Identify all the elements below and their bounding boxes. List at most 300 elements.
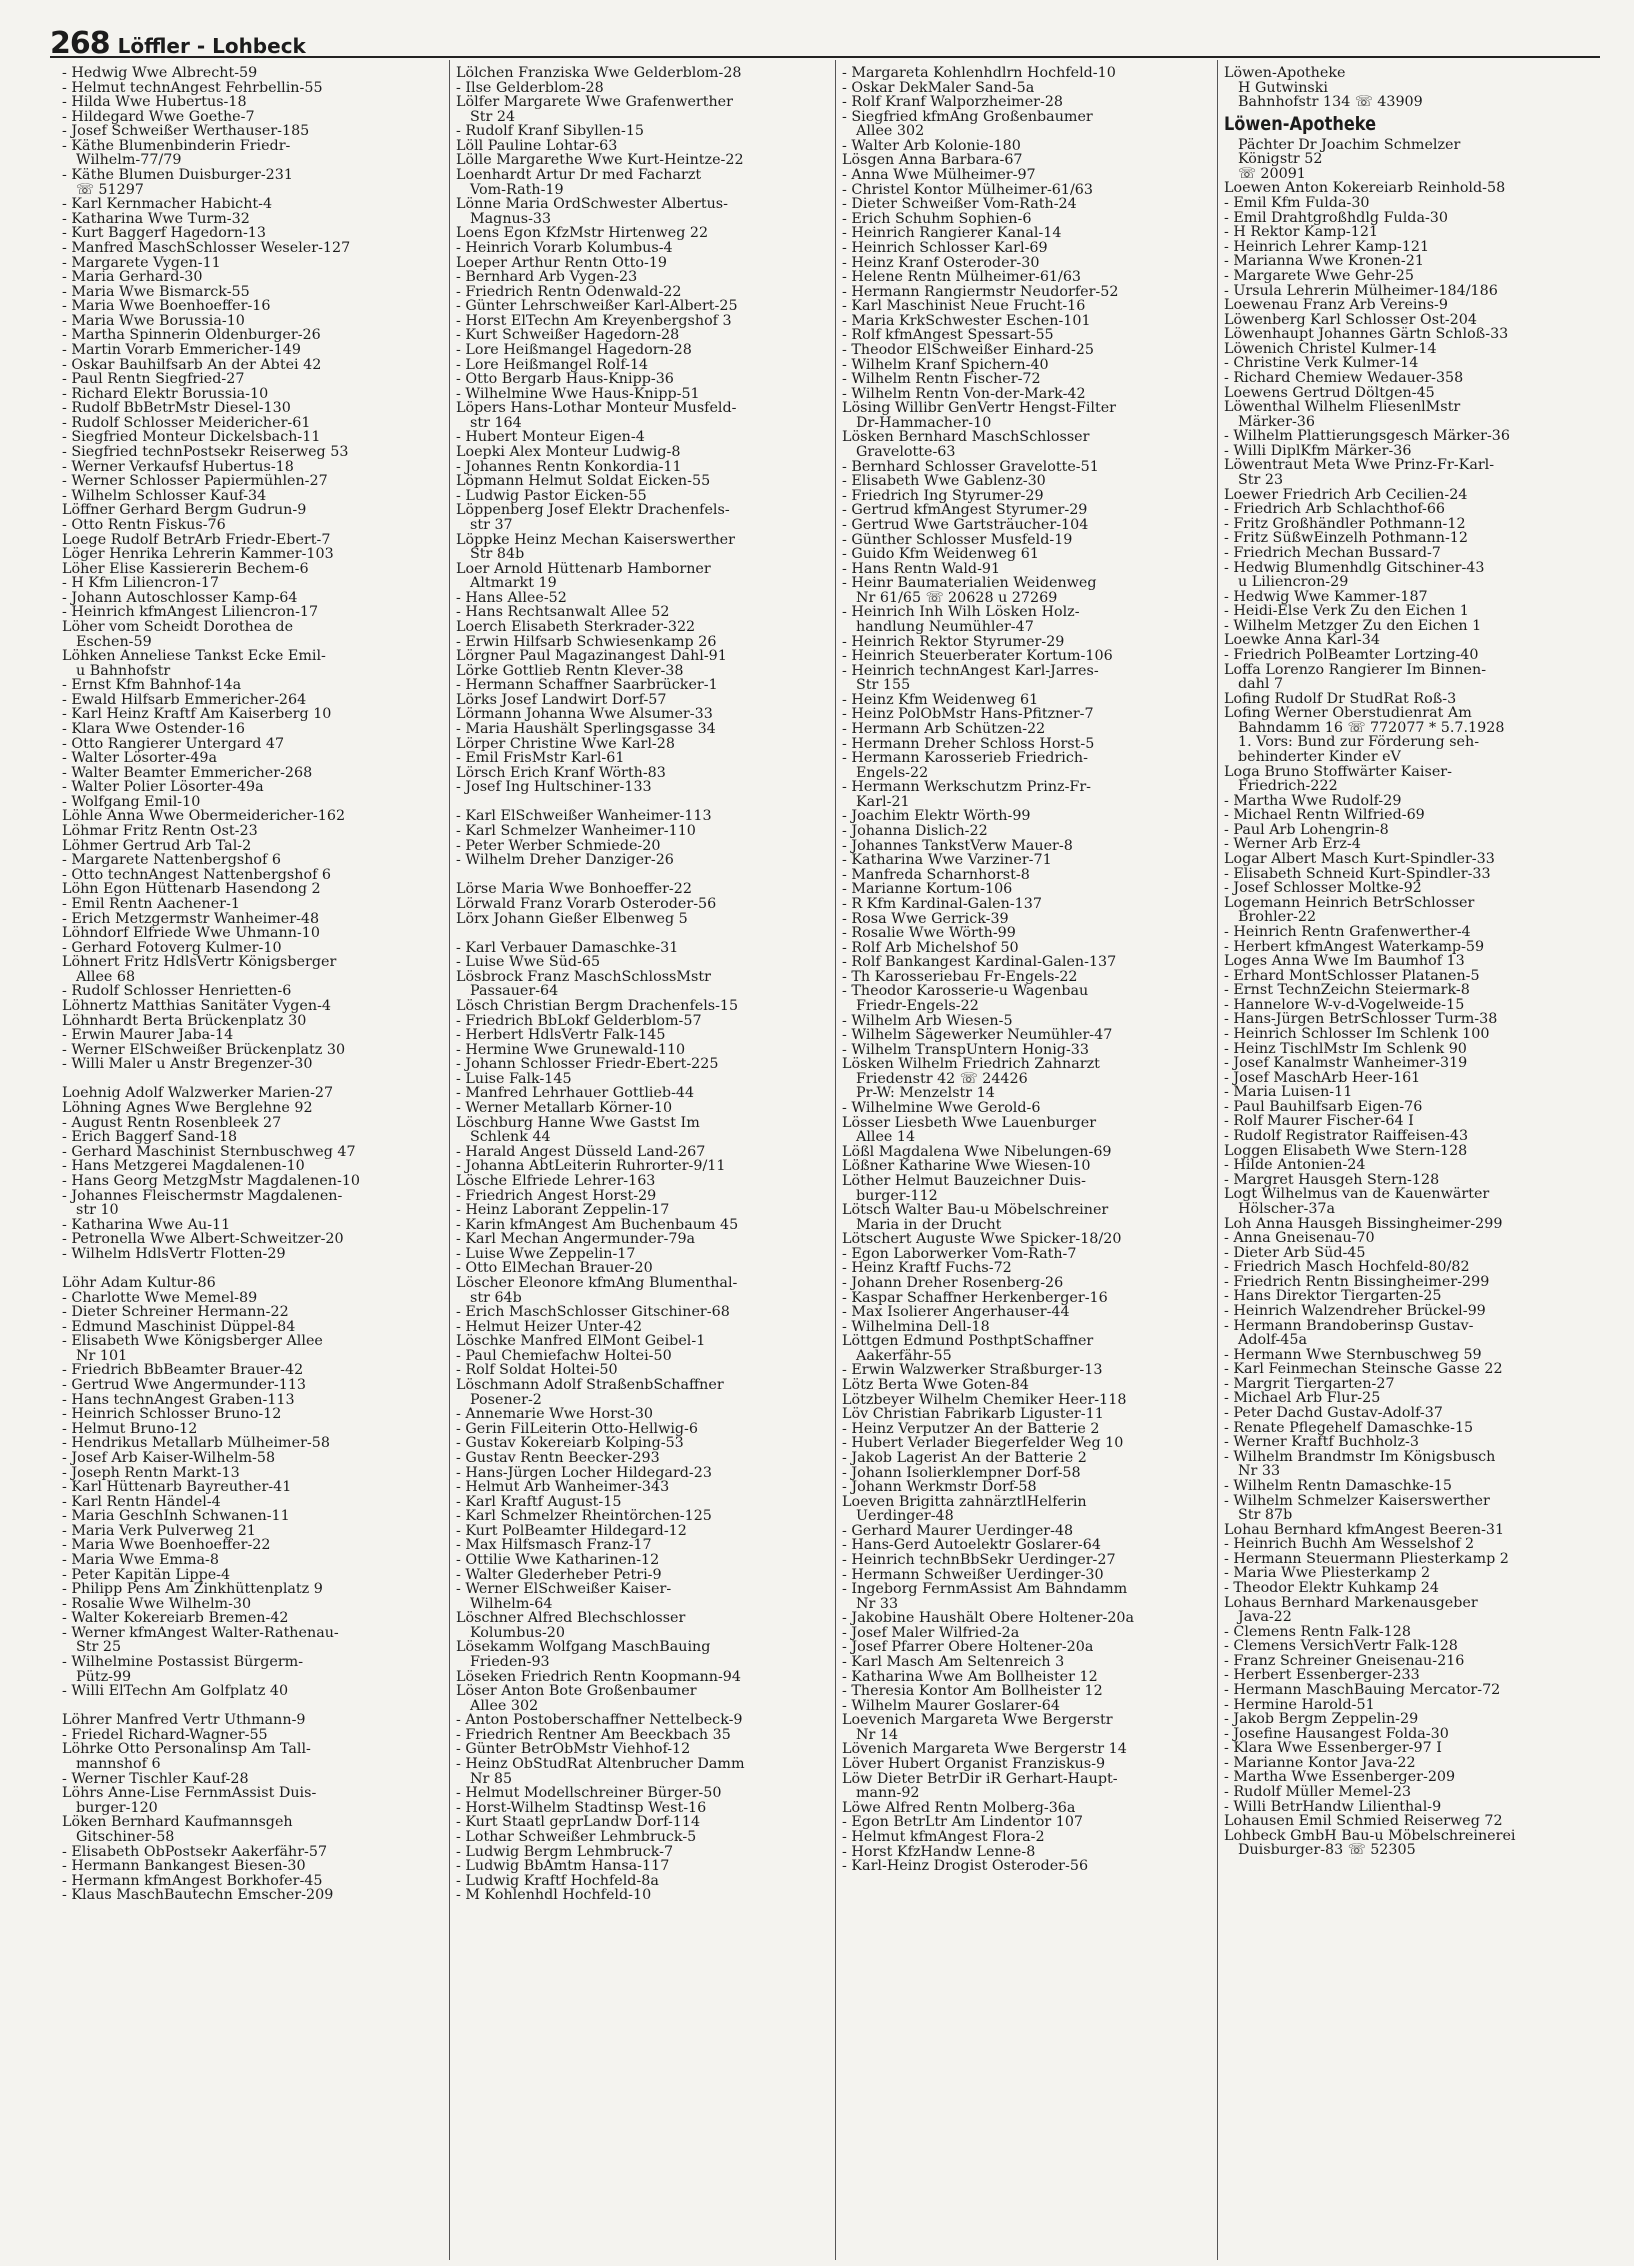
directory-entry: - Wilhelm Plattierungsgesch Märker-36	[1224, 429, 1510, 444]
directory-entry: Adolf-45a	[1238, 1333, 1307, 1348]
directory-entry: - Jakob Bergm Zeppelin-29	[1224, 1712, 1419, 1727]
directory-entry: - Heinrich Vorarb Kolumbus-4	[456, 240, 673, 256]
directory-entry: - Gertrud Wwe Gartsträucher-104	[842, 517, 1089, 533]
column-divider	[835, 60, 836, 2260]
directory-entry: - Fritz SüßwEinzelh Pothmann-12	[1224, 531, 1468, 546]
directory-entry: Lötz Berta Wwe Goten-84	[842, 1378, 1029, 1393]
directory-entry: - Dieter Schweißer Vom-Rath-24	[842, 197, 1077, 212]
directory-entry	[62, 1699, 434, 1714]
directory-entry: - Hildegard Wwe Goethe-7	[62, 109, 255, 125]
directory-entry: Löwenich Christel Kulmer-14	[1224, 341, 1437, 357]
directory-entry: - Karl Rentn Händel-4	[62, 1494, 221, 1510]
directory-entry: handlung Neumühler-47	[856, 619, 1034, 635]
directory-entry: - Heinr Baumaterialien Weidenweg	[842, 576, 1097, 591]
directory-entry: - Friedrich PolBeamter Lortzing-40	[1224, 647, 1479, 663]
directory-entry: - Kurt Staatl geprLandw Dorf-114	[456, 1815, 701, 1830]
directory-entry: - Johannes Rentn Konkordia-11	[456, 459, 682, 475]
directory-entry: Loges Anna Wwe Im Baumhof 13	[1224, 954, 1465, 969]
directory-entry: - Heinz PolObMstr Hans-Pfitzner-7	[842, 707, 1094, 723]
directory-entry: - Katharina Wwe Turm-32	[62, 211, 250, 227]
directory-entry: - Hubert Monteur Eigen-4	[456, 430, 645, 446]
directory-entry: Löken Bernhard Kaufmannsgeh	[62, 1815, 293, 1830]
directory-entry: - Charlotte Wwe Memel-89	[62, 1290, 258, 1306]
directory-entry: - M Kohlenhdl Hochfeld-10	[456, 1888, 652, 1903]
directory-entry: - Maria Luisen-11	[1224, 1085, 1353, 1100]
directory-entry: - Heinrich technAngest Karl-Jarres-	[842, 663, 1099, 679]
directory-entry: Vom-Rath-19	[470, 182, 564, 198]
directory-entry: u Bahnhofstr	[76, 663, 171, 679]
directory-entry: - Ilse Gelderblom-28	[456, 80, 604, 96]
directory-entry: Loh Anna Hausgeh Bissingheimer-299	[1224, 1216, 1503, 1232]
directory-entry: Löher Elise Kassiererin Bechem-6	[62, 561, 309, 577]
directory-entry: Lötsch Walter Bau-u Möbelschreiner	[842, 1203, 1109, 1218]
column-4	[1224, 66, 1596, 2261]
directory-entry: - Heidi-Else Verk Zu den Eichen 1	[1224, 604, 1469, 619]
directory-entry: Dr-Hammacher-10	[856, 415, 992, 431]
directory-entry: Lößl Magdalena Wwe Nibelungen-69	[842, 1144, 1112, 1160]
directory-entry: - Josef MaschArb Heer-161	[1224, 1070, 1421, 1086]
directory-entry: - Heinrich Schlosser Karl-69	[842, 240, 1048, 256]
directory-entry: - Edmund Maschinist Düppel-84	[62, 1319, 296, 1335]
directory-entry: Löschburg Hanne Wwe Gastst Im	[456, 1115, 700, 1131]
directory-entry: - Marianne Kontor Java-22	[1224, 1755, 1416, 1771]
directory-entry: Löffner Gerhard Bergm Gudrun-9	[62, 503, 307, 518]
directory-entry: - Otto Bergarb Haus-Knipp-36	[456, 372, 674, 387]
directory-entry: - Elisabeth ObPostsekr Aakerfähr-57	[62, 1844, 328, 1860]
directory-entry: - Josef Maler Wilfried-2a	[842, 1625, 1020, 1641]
directory-entry: - Willi DiplKfm Märker-36	[1224, 443, 1412, 459]
directory-entry: Lörsch Erich Kranf Wörth-83	[456, 765, 666, 781]
directory-entry: Loenhardt Artur Dr med Facharzt	[456, 168, 702, 183]
directory-entry: - Hans Rechtsanwalt Allee 52	[456, 605, 670, 620]
directory-entry: - Heinz Verputzer An der Batterie 2	[842, 1421, 1100, 1437]
directory-entry: Löwentraut Meta Wwe Prinz-Fr-Karl-	[1224, 458, 1495, 474]
directory-entry: - Johannes TankstVerw Mauer-8	[842, 838, 1073, 854]
directory-entry: Loewenau Franz Arb Vereins-9	[1224, 298, 1448, 313]
directory-entry: Hölscher-37a	[1238, 1201, 1336, 1217]
directory-entry: - Heinz Kraftf Fuchs-72	[842, 1261, 1012, 1276]
directory-entry: - Katharina Wwe Au-11	[62, 1217, 231, 1233]
directory-entry: - Peter Werber Schmiede-20	[456, 838, 661, 854]
directory-entry: - Maria Wwe Boenhoeffer-16	[62, 299, 271, 314]
directory-entry: - Helmut Heizer Unter-42	[456, 1319, 643, 1335]
directory-entry: 1. Vors: Bund zur Förderung seh-	[1238, 735, 1480, 751]
directory-entry: Uerdinger-48	[856, 1509, 954, 1524]
directory-entry	[456, 926, 828, 941]
directory-entry	[456, 868, 828, 883]
directory-entry: Str 24	[470, 109, 516, 125]
directory-entry: Engels-22	[856, 765, 929, 781]
directory-entry: - Klara Wwe Essenberger-97 I	[1224, 1741, 1442, 1756]
directory-entry: - Heinz Kfm Weidenweg 61	[842, 692, 1039, 708]
directory-entry: - Helene Rentn Mülheimer-61/63	[842, 270, 1082, 285]
directory-entry: - Wilhelmine Wwe Haus-Knipp-51	[456, 386, 700, 402]
directory-entry: Löschmann Adolf StraßenbSchaffner	[456, 1378, 724, 1393]
directory-entry: - Johanna AbtLeiterin Ruhrorter-9/11	[456, 1159, 726, 1174]
directory-entry: - Werner ElSchweißer Kaiser-	[456, 1582, 672, 1597]
directory-entry: Karl-21	[856, 794, 910, 810]
directory-entry: - Kaspar Schaffner Herkenberger-16	[842, 1290, 1108, 1306]
directory-entry: - Joachim Elektr Wörth-99	[842, 809, 1031, 825]
directory-entry: - Ewald Hilfsarb Emmericher-264	[62, 692, 307, 708]
directory-entry: Löhmer Gertrud Arb Tal-2	[62, 838, 252, 854]
directory-entry: - Johann Schlosser Friedr-Ebert-225	[456, 1057, 719, 1072]
directory-entry: - Friedrich Rentn Odenwald-22	[456, 284, 682, 300]
directory-entry: - Christel Kontor Mülheimer-61/63	[842, 182, 1093, 198]
directory-entry: str 64b	[470, 1290, 522, 1306]
directory-entry: - August Rentn Rosenbleek 27	[62, 1115, 282, 1131]
directory-entry: Logt Wilhelmus van de Kauenwärter	[1224, 1187, 1490, 1202]
directory-entry: - Erich MaschSchlosser Gitschiner-68	[456, 1305, 730, 1320]
directory-entry: Lörks Josef Landwirt Dorf-57	[456, 692, 667, 708]
directory-entry: Löwenthal Wilhelm FliesenlMstr	[1224, 400, 1461, 415]
directory-entry: - Maria Wwe Emma-8	[62, 1552, 219, 1568]
directory-entry: - Rolf Bankangest Kardinal-Galen-137	[842, 955, 1117, 970]
directory-entry: - Bernhard Arb Vygen-23	[456, 270, 638, 285]
directory-entry: Königstr 52	[1238, 152, 1323, 167]
directory-entry: - Annemarie Wwe Horst-30	[456, 1407, 654, 1422]
directory-entry: - Lothar Schweißer Lehmbruck-5	[456, 1829, 697, 1845]
directory-entry: Nr 61/65 ☏ 20628 u 27269	[856, 590, 1058, 606]
directory-entry: str 37	[470, 517, 513, 533]
directory-entry: - Ernst TechnZeichn Steiermark-8	[1224, 983, 1470, 998]
directory-entry: Pütz-99	[76, 1669, 132, 1685]
directory-entry: Löhndorf Elfriede Wwe Uhmann-10	[62, 926, 320, 941]
directory-entry: Lösbrock Franz MaschSchlossMstr	[456, 969, 711, 985]
directory-entry: - Herbert Essenberger-233	[1224, 1668, 1420, 1684]
directory-entry: - Wilhelm Rentn Von-der-Mark-42	[842, 386, 1086, 402]
directory-entry: - Paul Chemiefachw Holtei-50	[456, 1348, 672, 1364]
directory-entry: Löser Anton Bote Großenbaumer	[456, 1684, 697, 1699]
directory-entry: - Karl Heinz Kraftf Am Kaiserberg 10	[62, 707, 332, 723]
page-number: 268	[50, 26, 110, 61]
directory-entry: Lösgen Anna Barbara-67	[842, 153, 1023, 169]
directory-entry: - Friedrich Rentner Am Beeckbach 35	[456, 1727, 731, 1743]
directory-entry: - Clemens VersichVertr Falk-128	[1224, 1639, 1458, 1654]
directory-entry: - Günther Schlosser Musfeld-19	[842, 532, 1073, 548]
directory-entry: Löhrer Manfred Vertr Uthmann-9	[62, 1713, 306, 1728]
directory-entry: - Johann Isolierklempner Dorf-58	[842, 1465, 1081, 1481]
directory-entry: - Maria Haushält Sperlingsgasse 34	[456, 722, 716, 737]
directory-entry: - Erwin Hilfsarb Schwiesenkamp 26	[456, 634, 717, 650]
directory-entry: - Walter Beamter Emmericher-268	[62, 765, 313, 781]
directory-entry: Löw Dieter BetrDir iR Gerhart-Haupt-	[842, 1771, 1118, 1787]
directory-entry: - Heinrich Schlosser Im Schlenk 100	[1224, 1027, 1490, 1042]
directory-entry: - Heinrich Schlosser Bruno-12	[62, 1407, 282, 1422]
directory-entry: - Egon Laborwerker Vom-Rath-7	[842, 1246, 1077, 1262]
directory-entry: - Walter Glederheber Petri-9	[456, 1567, 662, 1583]
directory-entry: Löhmar Fritz Rentn Ost-23	[62, 824, 258, 839]
directory-entry: Löpers Hans-Lothar Monteur Musfeld-	[456, 401, 737, 416]
directory-entry: Loewke Anna Karl-34	[1224, 633, 1380, 648]
directory-entry: Löger Henrika Lehrerin Kammer-103	[62, 547, 334, 562]
directory-entry: - Renate Pflegehelf Damaschke-15	[1224, 1420, 1474, 1436]
directory-entry: - Harald Angest Düsseld Land-267	[456, 1144, 706, 1160]
directory-entry: - Gustav Kokereiarb Kolping-53	[456, 1436, 684, 1451]
directory-entry: - Gerhard Maurer Uerdinger-48	[842, 1523, 1074, 1539]
directory-entry: - Hubert Verlader Biegerfelder Weg 10	[842, 1436, 1124, 1451]
directory-entry: Passauer-64	[470, 984, 559, 999]
directory-entry: - Karl Kraftf August-15	[456, 1494, 622, 1510]
directory-entry: - Hermann kfmAngest Borkhofer-45	[62, 1873, 323, 1889]
directory-entry: Löwen-Apotheke	[1224, 66, 1346, 81]
directory-entry: - Anna Wwe Mülheimer-97	[842, 168, 1036, 183]
directory-entry: - Gerin FilLeiterin Otto-Hellwig-6	[456, 1421, 698, 1437]
directory-entry: Friedr-Engels-22	[856, 999, 979, 1014]
directory-entry: Lohbeck GmbH Bau-u Möbelschreinerei	[1224, 1828, 1516, 1844]
directory-entry: - Heinrich Rangierer Kanal-14	[842, 226, 1062, 241]
directory-entry	[62, 1261, 434, 1276]
directory-entry: burger-120	[76, 1800, 158, 1816]
directory-entry: - Hans Rentn Wald-91	[842, 561, 1001, 577]
directory-entry: - Erich Metzgermstr Wanheimer-48	[62, 911, 320, 927]
directory-entry: - Heinrich Steuerberater Kortum-106	[842, 649, 1113, 664]
directory-entry: - Hans-Jürgen BetrSchlosser Turm-38	[1224, 1012, 1498, 1027]
directory-entry: - Marianne Kortum-106	[842, 882, 1013, 897]
directory-entry: - Margarete Wwe Gehr-25	[1224, 268, 1414, 284]
directory-entry: - Ludwig BbAmtm Hansa-117	[456, 1859, 670, 1874]
directory-entry: Loewer Friedrich Arb Cecilien-24	[1224, 487, 1468, 503]
directory-entry: - Hedwig Blumenhdlg Gitschiner-43	[1224, 560, 1485, 576]
directory-entry: - Josefine Hausangest Folda-30	[1224, 1726, 1449, 1742]
directory-entry: - Paul Bauhilfsarb Eigen-76	[1224, 1099, 1423, 1115]
directory-entry: - Heinrich kfmAngest Liliencron-17	[62, 605, 319, 620]
directory-entry: - Heinrich Inh Wilh Lösken Holz-	[842, 605, 1080, 620]
directory-entry: - Lore Heißmangel Rolf-14	[456, 357, 649, 373]
directory-entry: - Horst KfzHandw Lenne-8	[842, 1844, 1036, 1860]
directory-entry: - Martha Spinnerin Oldenburger-26	[62, 328, 321, 343]
directory-entry: - Otto Rentn Fiskus-76	[62, 517, 226, 533]
directory-entry: Lösken Bernhard MaschSchlosser	[842, 430, 1090, 446]
directory-entry: Wilhelm-64	[470, 1596, 553, 1612]
directory-entry: Nr 85	[470, 1771, 513, 1787]
directory-entry: burger-112	[856, 1188, 938, 1204]
directory-entry: - Rolf Soldat Holtei-50	[456, 1363, 618, 1379]
directory-entry: - Josef Pfarrer Obere Holtener-20a	[842, 1640, 1094, 1656]
directory-entry: - Herbert kfmAngest Waterkamp-59	[1224, 939, 1485, 955]
directory-entry: - Werner Kraftf Buchholz-3	[1224, 1435, 1419, 1450]
directory-entry: - Hedwig Wwe Kammer-187	[1224, 589, 1428, 605]
directory-entry: - Jakob Lagerist An der Batterie 2	[842, 1450, 1087, 1466]
directory-entry: - Heinz Laborant Zeppelin-17	[456, 1203, 670, 1218]
directory-entry: - Walter Arb Kolonie-180	[842, 138, 1021, 154]
page-title: Löffler - Lohbeck	[117, 34, 306, 58]
directory-entry: - Petronella Wwe Albert-Schweitzer-20	[62, 1232, 344, 1247]
directory-entry: - Theodor Elektr Kuhkamp 24	[1224, 1580, 1439, 1596]
directory-entry: Lörke Gottlieb Rentn Klever-38	[456, 663, 684, 679]
directory-entry: - Elisabeth Wwe Gablenz-30	[842, 474, 1046, 489]
directory-entry: - Rolf kfmAngest Spessart-55	[842, 328, 1054, 343]
directory-entry: mann-92	[856, 1786, 920, 1801]
directory-entry: - Walter Kokereiarb Bremen-42	[62, 1611, 289, 1626]
directory-entry: Löhnert Fritz HdlsVertr Königsberger	[62, 955, 337, 970]
directory-entry: - Wilhelmina Dell-18	[842, 1319, 990, 1335]
directory-entry: - Wilhelm Arb Wiesen-5	[842, 1013, 1013, 1029]
directory-entry: Lötzbeyer Wilhelm Chemiker Heer-118	[842, 1392, 1127, 1408]
directory-entry: - Emil Kfm Fulda-30	[1224, 196, 1370, 211]
directory-entry: - Siegfried Monteur Dickelsbach-11	[62, 430, 321, 446]
directory-entry: - Maria Wwe Pliesterkamp 2	[1224, 1566, 1431, 1581]
directory-entry: Löscher Eleonore kfmAng Blumenthal-	[456, 1275, 738, 1291]
directory-entry: - Friedrich Rentn Bissingheimer-299	[1224, 1274, 1490, 1290]
directory-entry: - Heinz TischlMstr Im Schlenk 90	[1224, 1041, 1467, 1057]
directory-entry: - Hannelore W-v-d-Vogelweide-15	[1224, 997, 1465, 1013]
directory-entry: - Wilhelm Schlosser Kauf-34	[62, 488, 267, 504]
directory-entry: - Walter Lösorter-49a	[62, 751, 217, 766]
directory-entry: - Karl Kernmacher Habicht-4	[62, 197, 273, 212]
directory-entry: Allee 302	[470, 1698, 539, 1714]
directory-entry: - Ernst Kfm Bahnhof-14a	[62, 678, 242, 693]
directory-entry: - Heinrich Rentn Grafenwerther-4	[1224, 924, 1471, 940]
directory-entry: Bahnhofstr 134 ☏ 43909	[1238, 95, 1423, 110]
directory-entry: Str 84b	[470, 547, 525, 562]
directory-entry	[456, 795, 828, 810]
directory-entry: Nr 33	[1238, 1464, 1281, 1479]
directory-entry: dahl 7	[1238, 677, 1284, 692]
directory-entry: - Hermann Schweißer Uerdinger-30	[842, 1567, 1104, 1583]
directory-entry: Allee 302	[856, 124, 925, 139]
directory-entry: - Martha Wwe Essenberger-209	[1224, 1770, 1456, 1786]
directory-entry: - Manfreda Scharnhorst-8	[842, 867, 1030, 883]
directory-entry: - Dieter Arb Süd-45	[1224, 1245, 1366, 1261]
directory-entry: - Friedrich BbLokf Gelderblom-57	[456, 1013, 702, 1029]
directory-entry: - Wilhelm Maurer Goslarer-64	[842, 1698, 1060, 1714]
directory-entry: Löschke Manfred ElMont Geibel-1	[456, 1334, 706, 1349]
directory-entry: - Willi Maler u Anstr Bregenzer-30	[62, 1057, 313, 1072]
directory-entry	[62, 1072, 434, 1087]
directory-entry: Kolumbus-20	[470, 1625, 565, 1641]
directory-entry: Schlenk 44	[470, 1130, 551, 1145]
directory-entry: Löhken Anneliese Tankst Ecke Emil-	[62, 649, 326, 664]
directory-entry: - Wilhelm Dreher Danziger-26	[456, 853, 674, 868]
directory-entry: Lofing Rudolf Dr StudRat Roß-3	[1224, 691, 1457, 707]
directory-entry: - Werner Metallarb Körner-10	[456, 1101, 673, 1116]
directory-entry: - Bernhard Schlosser Gravelotte-51	[842, 459, 1099, 475]
directory-entry: Lößner Katharine Wwe Wiesen-10	[842, 1159, 1091, 1174]
directory-entry: - Rosalie Wwe Wörth-99	[842, 926, 1016, 941]
directory-entry: Löttgen Edmund PosthptSchaffner	[842, 1334, 1094, 1349]
directory-entry: - Margret Hausgeh Stern-128	[1224, 1172, 1440, 1188]
directory-entry: - Wilhelm HdlsVertr Flotten-29	[62, 1246, 286, 1262]
directory-entry: - Friedrich Ing Styrumer-29	[842, 488, 1044, 504]
directory-entry: Löwenberg Karl Schlosser Ost-204	[1224, 312, 1477, 328]
directory-entry: - Egon BetrLtr Am Lindentor 107	[842, 1815, 1084, 1830]
header-rule	[50, 56, 1600, 58]
directory-entry: - Guido Kfm Weidenweg 61	[842, 547, 1039, 562]
directory-entry: - Rolf Arb Michelshof 50	[842, 940, 1019, 956]
directory-entry: - Joseph Rentn Markt-13	[62, 1465, 240, 1481]
directory-entry: - Horst-Wilhelm Stadtinsp West-16	[456, 1800, 707, 1816]
directory-entry: - Hermann Wwe Sternbuschweg 59	[1224, 1347, 1482, 1363]
directory-entry: - Maria Gerhard-30	[62, 270, 203, 285]
directory-entry: - Hermann Steuermann Pliesterkamp 2	[1224, 1551, 1509, 1567]
directory-entry: - Karl Verbauer Damaschke-31	[456, 940, 679, 956]
directory-entry: - Josef Schlosser Moltke-92	[1224, 881, 1422, 896]
directory-entry: - Rosalie Wwe Wilhelm-30	[62, 1596, 252, 1612]
directory-entry: Duisburger-83 ☏ 52305	[1238, 1843, 1416, 1858]
directory-entry: Loewens Gertrud Döltgen-45	[1224, 385, 1435, 401]
column-divider	[1217, 60, 1218, 2260]
directory-entry: - Werner Arb Erz-4	[1224, 837, 1361, 853]
directory-entry: - Erwin Maurer Jaba-14	[62, 1028, 234, 1043]
directory-entry: - Emil Drahtgroßhdlg Fulda-30	[1224, 210, 1449, 226]
directory-entry: Logar Albert Masch Kurt-Spindler-33	[1224, 852, 1495, 867]
directory-entry: Aakerfähr-55	[856, 1348, 952, 1364]
directory-entry: - Werner kfmAngest Walter-Rathenau-	[62, 1625, 339, 1641]
directory-entry: Löll Pauline Lohtar-63	[456, 138, 618, 154]
directory-entry: Löhning Agnes Wwe Berglehne 92	[62, 1101, 313, 1116]
directory-entry: - Hermine Wwe Grunewald-110	[456, 1042, 686, 1058]
directory-entry: - Wilhelmine Postassist Bürgerm-	[62, 1655, 304, 1670]
directory-entry: Lofing Werner Oberstudienrat Am	[1224, 706, 1472, 721]
directory-entry: Str 25	[76, 1640, 122, 1656]
directory-entry: - Karin kfmAngest Am Buchenbaum 45	[456, 1217, 739, 1233]
directory-entry: Wilhelm-77/79	[76, 153, 182, 169]
directory-entry: - Luise Falk-145	[456, 1071, 572, 1087]
directory-entry: - Anton Postoberschaffner Nettelbeck-9	[456, 1713, 743, 1728]
directory-entry: - Katharina Wwe Varziner-71	[842, 853, 1052, 868]
directory-entry: Str 87b	[1238, 1508, 1293, 1523]
directory-entry: Löhnhardt Berta Brückenplatz 30	[62, 1013, 307, 1029]
directory-entry: - Hedwig Wwe Albrecht-59	[62, 66, 258, 81]
directory-entry: - Wilhelm Metzger Zu den Eichen 1	[1224, 618, 1482, 634]
directory-entry: - Karl Feinmechan Steinsche Gasse 22	[1224, 1362, 1503, 1377]
directory-entry: Eschen-59	[76, 634, 152, 650]
directory-entry: Löhr Adam Kultur-86	[62, 1275, 216, 1291]
directory-entry: Pächter Dr Joachim Schmelzer	[1238, 137, 1461, 153]
directory-entry: Löther Helmut Bauzeichner Duis-	[842, 1173, 1086, 1189]
directory-entry: Löpmann Helmut Soldat Eicken-55	[456, 474, 711, 489]
directory-entry: - Horst ElTechn Am Kreyenbergshof 3	[456, 313, 732, 329]
directory-entry: Löhrs Anne-Lise FernmAssist Duis-	[62, 1786, 317, 1801]
directory-entry: Loewen Anton Kokereiarb Reinhold-58	[1224, 181, 1506, 197]
directory-entry: - H Kfm Liliencron-17	[62, 576, 220, 591]
directory-entry: - Paul Rentn Siegfried-27	[62, 372, 245, 387]
directory-entry: Loevenich Margareta Wwe Bergerstr	[842, 1713, 1113, 1728]
directory-entry: - Margarete Nattenbergshof 6	[62, 853, 281, 868]
directory-entry: - Ludwig Pastor Eicken-55	[456, 488, 647, 504]
directory-entry: ☏ 20091	[1238, 166, 1306, 182]
directory-entry: Loeven Brigitta zahnärztlHelferin	[842, 1494, 1087, 1510]
directory-entry: - Hans-Gerd Autoelektr Goslarer-64	[842, 1538, 1101, 1553]
directory-entry: - Karl ElSchweißer Wanheimer-113	[456, 809, 712, 825]
directory-entry: Loege Rudolf BetrArb Friedr-Ebert-7	[62, 532, 331, 548]
directory-entry: Frieden-93	[470, 1655, 550, 1670]
directory-entry: - Maria Wwe Borussia-10	[62, 313, 245, 329]
directory-entry: Loggen Elisabeth Wwe Stern-128	[1224, 1143, 1468, 1159]
directory-entry: mannshof 6	[76, 1757, 161, 1772]
directory-entry: - Siegfried technPostsekr Reiserweg 53	[62, 445, 349, 460]
directory-entry: Friedenstr 42 ☏ 24426	[856, 1071, 1028, 1087]
directory-entry: - Franz Schreiner Gneisenau-216	[1224, 1653, 1465, 1669]
directory-entry: Löhn Egon Hüttenarb Hasendong 2	[62, 882, 321, 897]
directory-entry: Logemann Heinrich BetrSchlosser	[1224, 895, 1475, 911]
directory-entry: - Klara Wwe Ostender-16	[62, 722, 245, 737]
directory-entry: - Theresia Kontor Am Bollheister 12	[842, 1684, 1103, 1699]
directory-entry: - Karl Mechan Angermunder-79a	[456, 1232, 696, 1247]
directory-entry: Lohaus Bernhard Markenausgeber	[1224, 1595, 1478, 1611]
directory-entry: - Hermann Werkschutzm Prinz-Fr-	[842, 780, 1091, 795]
directory-entry: - Hermann Brandoberinsp Gustav-	[1224, 1318, 1474, 1334]
directory-entry: - Hermine Harold-51	[1224, 1697, 1375, 1713]
directory-entry: - Johannes Fleischermstr Magdalenen-	[62, 1188, 343, 1204]
directory-entry: - Karl-Heinz Drogist Osteroder-56	[842, 1859, 1089, 1874]
directory-entry: - Kurt Baggerf Hagedorn-13	[62, 226, 266, 241]
directory-entry: Lörmann Johanna Wwe Alsumer-33	[456, 707, 713, 723]
directory-entry: H Gutwinski	[1238, 80, 1328, 96]
directory-entry: - Hermann Dreher Schloss Horst-5	[842, 736, 1095, 752]
directory-entry: - Gerhard Maschinist Sternbuschweg 47	[62, 1144, 356, 1160]
